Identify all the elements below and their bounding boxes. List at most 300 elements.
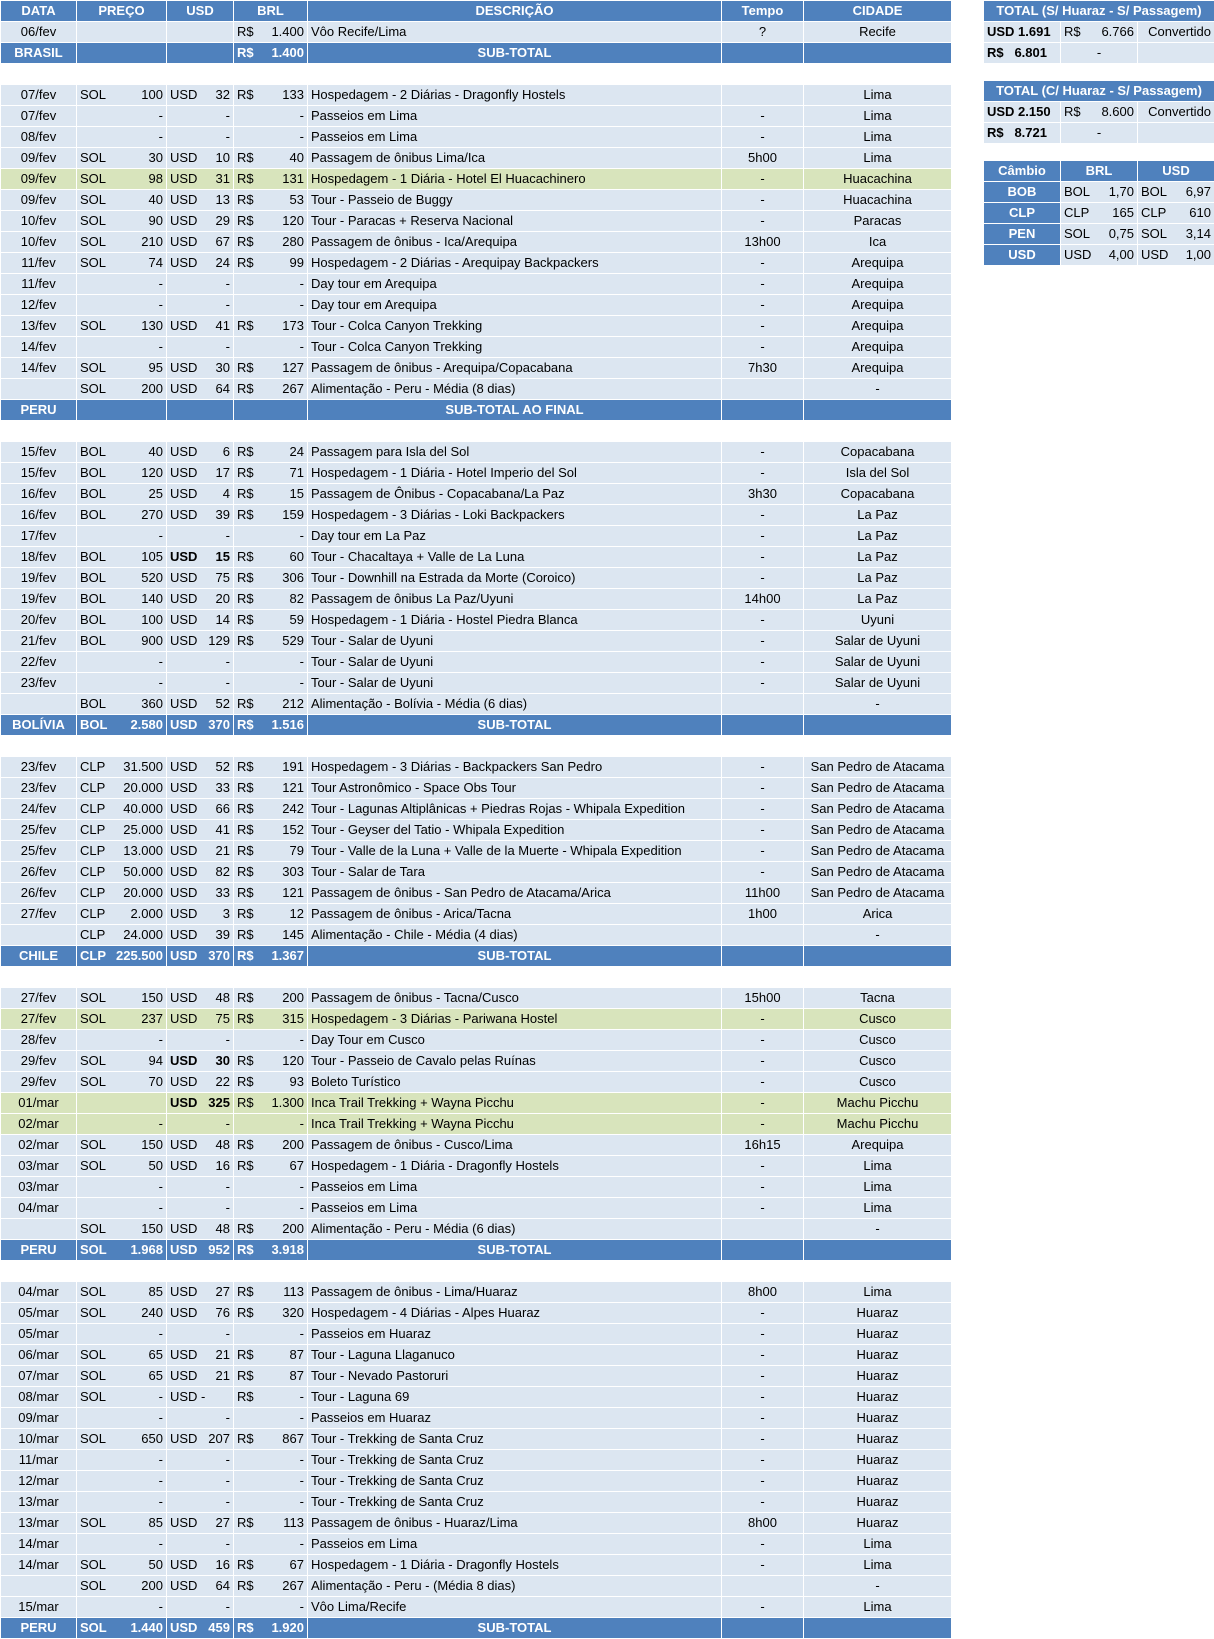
total-with-huaraz-panel bbox=[983, 80, 1214, 144]
price-cell: SOL 50 bbox=[77, 1555, 167, 1576]
date-cell: 25/fev bbox=[1, 841, 77, 862]
duration-cell: 16h15 bbox=[722, 1135, 804, 1156]
table-row bbox=[1, 1177, 952, 1198]
price-cell: - bbox=[77, 127, 167, 148]
brl-cell: - bbox=[234, 127, 308, 148]
brl-cell: - bbox=[234, 1597, 308, 1618]
date-cell: 29/fev bbox=[1, 1051, 77, 1072]
brl-cell: R$ 53 bbox=[234, 190, 308, 211]
duration-cell bbox=[722, 43, 804, 64]
duration-cell: - bbox=[722, 253, 804, 274]
brl-cell: - bbox=[234, 274, 308, 295]
price-cell bbox=[77, 22, 167, 43]
brl-cell: R$ 267 bbox=[234, 1576, 308, 1597]
spacer-row bbox=[1, 1261, 952, 1282]
duration-cell: - bbox=[722, 505, 804, 526]
price-cell: BOL 25 bbox=[77, 484, 167, 505]
price-cell: SOL 240 bbox=[77, 1303, 167, 1324]
usd-cell: USD 48 bbox=[167, 1135, 234, 1156]
usd-cell: USD 76 bbox=[167, 1303, 234, 1324]
brl-cell: - bbox=[234, 337, 308, 358]
city-cell: Machu Picchu bbox=[804, 1093, 952, 1114]
city-cell: San Pedro de Atacama bbox=[804, 778, 952, 799]
usd-cell: USD 52 bbox=[167, 757, 234, 778]
price-cell: CLP 50.000 bbox=[77, 862, 167, 883]
subtotal-row bbox=[1, 400, 952, 421]
table-row bbox=[1, 85, 952, 106]
table-row bbox=[1, 904, 952, 925]
table-row bbox=[1, 673, 952, 694]
date-cell: 15/fev bbox=[1, 442, 77, 463]
brl-cell: R$ 145 bbox=[234, 925, 308, 946]
description-cell: Tour - Lagunas Altiplânicas + Piedras Rojas - Whipala Expedition bbox=[308, 799, 722, 820]
brl-cell: - bbox=[234, 1114, 308, 1135]
usd-cell: - bbox=[167, 1471, 234, 1492]
description-cell: Boleto Turístico bbox=[308, 1072, 722, 1093]
price-cell: SOL 650 bbox=[77, 1429, 167, 1450]
exchange-brl-rate: SOL 0,75 bbox=[1061, 224, 1138, 245]
duration-cell: - bbox=[722, 1366, 804, 1387]
exchange-row bbox=[984, 224, 1214, 245]
price-cell: SOL 85 bbox=[77, 1282, 167, 1303]
date-cell: 22/fev bbox=[1, 652, 77, 673]
duration-cell: - bbox=[722, 757, 804, 778]
duration-cell bbox=[722, 1219, 804, 1240]
table-row bbox=[1, 1156, 952, 1177]
city-cell: Arequipa bbox=[804, 316, 952, 337]
description-cell: SUB-TOTAL bbox=[308, 946, 722, 967]
duration-cell: - bbox=[722, 442, 804, 463]
table-row bbox=[1, 463, 952, 484]
date-cell: 07/fev bbox=[1, 106, 77, 127]
price-cell: BOL 40 bbox=[77, 442, 167, 463]
duration-cell: 15h00 bbox=[722, 988, 804, 1009]
date-cell: 14/mar bbox=[1, 1534, 77, 1555]
date-cell: 28/fev bbox=[1, 1030, 77, 1051]
date-cell: 24/fev bbox=[1, 799, 77, 820]
description-cell: Passagem para Isla del Sol bbox=[308, 442, 722, 463]
description-cell: Tour - Nevado Pastoruri bbox=[308, 1366, 722, 1387]
description-cell: Inca Trail Trekking + Wayna Picchu bbox=[308, 1093, 722, 1114]
brl-cell: R$ 120 bbox=[234, 211, 308, 232]
date-cell: 05/mar bbox=[1, 1303, 77, 1324]
spacer-row bbox=[1, 64, 952, 85]
exchange-header-brl: BRL bbox=[1061, 161, 1138, 182]
usd-cell: - bbox=[167, 673, 234, 694]
description-cell: Passagem de ônibus La Paz/Uyuni bbox=[308, 589, 722, 610]
description-cell: Hospedagem - 2 Diárias - Arequipay Backpackers bbox=[308, 253, 722, 274]
duration-cell: - bbox=[722, 841, 804, 862]
price-cell: SOL 40 bbox=[77, 190, 167, 211]
duration-cell: - bbox=[722, 1051, 804, 1072]
date-cell: 11/mar bbox=[1, 1450, 77, 1471]
brl-cell: R$ 1.400 bbox=[234, 22, 308, 43]
usd-cell: USD 17 bbox=[167, 463, 234, 484]
city-cell: La Paz bbox=[804, 589, 952, 610]
city-cell: Cusco bbox=[804, 1072, 952, 1093]
usd-cell: - bbox=[167, 1597, 234, 1618]
duration-cell: 13h00 bbox=[722, 232, 804, 253]
city-cell: Salar de Uyuni bbox=[804, 652, 952, 673]
table-row bbox=[1, 232, 952, 253]
date-cell: 19/fev bbox=[1, 568, 77, 589]
brl-cell: - bbox=[234, 526, 308, 547]
price-cell: - bbox=[77, 1471, 167, 1492]
usd-cell: USD 39 bbox=[167, 505, 234, 526]
description-cell: Tour - Passeio de Cavalo pelas Ruínas bbox=[308, 1051, 722, 1072]
date-cell: 23/fev bbox=[1, 778, 77, 799]
price-cell: BOL 140 bbox=[77, 589, 167, 610]
usd-cell: USD 82 bbox=[167, 862, 234, 883]
usd-cell: USD 27 bbox=[167, 1282, 234, 1303]
usd-cell: USD 39 bbox=[167, 925, 234, 946]
column-header: CIDADE bbox=[804, 1, 952, 22]
brl-cell: R$ 1.400 bbox=[234, 43, 308, 64]
date-cell: 02/mar bbox=[1, 1114, 77, 1135]
country-label: BRASIL bbox=[1, 43, 77, 64]
table-row bbox=[1, 295, 952, 316]
price-cell: SOL 150 bbox=[77, 1135, 167, 1156]
price-cell: CLP 20.000 bbox=[77, 778, 167, 799]
duration-cell: 1h00 bbox=[722, 904, 804, 925]
usd-cell: USD 30 bbox=[167, 1051, 234, 1072]
price-cell: SOL 1.440 bbox=[77, 1618, 167, 1639]
description-cell: SUB-TOTAL AO FINAL bbox=[308, 400, 722, 421]
price-cell: SOL 90 bbox=[77, 211, 167, 232]
brl-cell: R$ 113 bbox=[234, 1282, 308, 1303]
usd-cell: USD 31 bbox=[167, 169, 234, 190]
description-cell: Alimentação - Chile - Média (4 dias) bbox=[308, 925, 722, 946]
date-cell: 29/fev bbox=[1, 1072, 77, 1093]
table-row bbox=[1, 589, 952, 610]
table-row bbox=[1, 1366, 952, 1387]
price-cell: CLP 13.000 bbox=[77, 841, 167, 862]
table-row bbox=[1, 1135, 952, 1156]
table-row bbox=[1, 694, 952, 715]
duration-cell: - bbox=[722, 1093, 804, 1114]
brl-cell: - bbox=[234, 1324, 308, 1345]
city-cell: Recife bbox=[804, 22, 952, 43]
brl-cell: R$ 40 bbox=[234, 148, 308, 169]
brl-cell: R$ 267 bbox=[234, 379, 308, 400]
date-cell: 20/fev bbox=[1, 610, 77, 631]
duration-cell: - bbox=[722, 1471, 804, 1492]
table-row bbox=[1, 1030, 952, 1051]
description-cell: Hospedagem - 3 Diárias - Pariwana Hostel bbox=[308, 1009, 722, 1030]
brl-cell: R$ 320 bbox=[234, 1303, 308, 1324]
city-cell: San Pedro de Atacama bbox=[804, 841, 952, 862]
description-cell: Passagem de ônibus - Lima/Huaraz bbox=[308, 1282, 722, 1303]
subtotal-row bbox=[1, 1240, 952, 1261]
brl-cell: R$ 1.920 bbox=[234, 1618, 308, 1639]
date-cell bbox=[1, 1219, 77, 1240]
price-cell: SOL 94 bbox=[77, 1051, 167, 1072]
price-cell: BOL 105 bbox=[77, 547, 167, 568]
description-cell: Tour - Colca Canyon Trekking bbox=[308, 337, 722, 358]
date-cell: 09/fev bbox=[1, 148, 77, 169]
usd-cell: - bbox=[167, 1030, 234, 1051]
exchange-brl-rate: BOL 1,70 bbox=[1061, 182, 1138, 203]
usd-cell: USD 41 bbox=[167, 316, 234, 337]
table-row bbox=[1, 1093, 952, 1114]
usd-cell: - bbox=[167, 274, 234, 295]
description-cell: Passagem de ônibus - Ica/Arequipa bbox=[308, 232, 722, 253]
duration-cell: 14h00 bbox=[722, 589, 804, 610]
table-row bbox=[1, 1408, 952, 1429]
city-cell: Lima bbox=[804, 85, 952, 106]
table-row bbox=[1, 127, 952, 148]
price-cell: SOL 95 bbox=[77, 358, 167, 379]
city-cell: Machu Picchu bbox=[804, 1114, 952, 1135]
usd-cell: USD 75 bbox=[167, 1009, 234, 1030]
date-cell: 04/mar bbox=[1, 1198, 77, 1219]
brl-cell: R$ 152 bbox=[234, 820, 308, 841]
city-cell: Huaraz bbox=[804, 1492, 952, 1513]
duration-cell: - bbox=[722, 463, 804, 484]
description-cell: Tour - Colca Canyon Trekking bbox=[308, 316, 722, 337]
price-cell: - bbox=[77, 1450, 167, 1471]
price-cell: BOL 520 bbox=[77, 568, 167, 589]
date-cell: 14/mar bbox=[1, 1555, 77, 1576]
price-cell: - bbox=[77, 337, 167, 358]
usd-cell: USD 459 bbox=[167, 1618, 234, 1639]
date-cell: 17/fev bbox=[1, 526, 77, 547]
brl-cell: - bbox=[234, 1471, 308, 1492]
brl-cell: R$ 200 bbox=[234, 1219, 308, 1240]
city-cell: La Paz bbox=[804, 547, 952, 568]
exchange-usd-rate: SOL 3,14 bbox=[1138, 224, 1214, 245]
duration-cell: - bbox=[722, 169, 804, 190]
city-cell: Huaraz bbox=[804, 1366, 952, 1387]
date-cell: 11/fev bbox=[1, 253, 77, 274]
city-cell: San Pedro de Atacama bbox=[804, 757, 952, 778]
description-cell: Tour - Downhill na Estrada da Morte (Coroico) bbox=[308, 568, 722, 589]
city-cell: Huaraz bbox=[804, 1387, 952, 1408]
usd-cell: USD 4 bbox=[167, 484, 234, 505]
city-cell: Cusco bbox=[804, 1051, 952, 1072]
city-cell: Lima bbox=[804, 127, 952, 148]
duration-cell: - bbox=[722, 568, 804, 589]
brl-cell: R$ 99 bbox=[234, 253, 308, 274]
usd-cell: USD 33 bbox=[167, 778, 234, 799]
usd-cell: USD 370 bbox=[167, 946, 234, 967]
city-cell: Huaraz bbox=[804, 1345, 952, 1366]
brl-cell: R$ 87 bbox=[234, 1345, 308, 1366]
price-cell: SOL 85 bbox=[77, 1513, 167, 1534]
table-row bbox=[1, 274, 952, 295]
table-row bbox=[1, 526, 952, 547]
price-cell: - bbox=[77, 106, 167, 127]
description-cell: Passagem de ônibus - Arica/Tacna bbox=[308, 904, 722, 925]
price-cell: SOL 70 bbox=[77, 1072, 167, 1093]
duration-cell: - bbox=[722, 1534, 804, 1555]
price-cell: SOL 65 bbox=[77, 1345, 167, 1366]
description-cell: Tour Astronômico - Space Obs Tour bbox=[308, 778, 722, 799]
duration-cell: - bbox=[722, 1030, 804, 1051]
duration-cell: 3h30 bbox=[722, 484, 804, 505]
description-cell: Passagem de ônibus - Arequipa/Copacabana bbox=[308, 358, 722, 379]
brl-cell: R$ 173 bbox=[234, 316, 308, 337]
brl-cell: - bbox=[234, 1450, 308, 1471]
duration-cell: - bbox=[722, 610, 804, 631]
price-cell: - bbox=[77, 1030, 167, 1051]
description-cell: Passeios em Lima bbox=[308, 1534, 722, 1555]
city-cell: Huacachina bbox=[804, 169, 952, 190]
duration-cell bbox=[722, 694, 804, 715]
duration-cell: 8h00 bbox=[722, 1513, 804, 1534]
table-row bbox=[1, 1450, 952, 1471]
table-row bbox=[1, 631, 952, 652]
table-row bbox=[1, 1534, 952, 1555]
date-cell: 10/fev bbox=[1, 232, 77, 253]
date-cell: 12/mar bbox=[1, 1471, 77, 1492]
spacer-row bbox=[1, 736, 952, 757]
date-cell: 23/fev bbox=[1, 673, 77, 694]
city-cell: Huaraz bbox=[804, 1513, 952, 1534]
date-cell: 12/fev bbox=[1, 295, 77, 316]
brl-cell: R$ 242 bbox=[234, 799, 308, 820]
usd-cell: USD 41 bbox=[167, 820, 234, 841]
column-header: DATA bbox=[1, 1, 77, 22]
price-cell: SOL - bbox=[77, 1387, 167, 1408]
brl-cell: - bbox=[234, 295, 308, 316]
exchange-currency: CLP bbox=[984, 203, 1061, 224]
description-cell: SUB-TOTAL bbox=[308, 43, 722, 64]
brl-cell: - bbox=[234, 1177, 308, 1198]
date-cell: 02/mar bbox=[1, 1135, 77, 1156]
description-cell: Hospedagem - 1 Diária - Hotel El Huacachinero bbox=[308, 169, 722, 190]
exchange-header-usd: USD bbox=[1138, 161, 1214, 182]
brl-cell: - bbox=[234, 1492, 308, 1513]
price-cell: CLP 20.000 bbox=[77, 883, 167, 904]
city-cell: Copacabana bbox=[804, 442, 952, 463]
usd-cell: USD 67 bbox=[167, 232, 234, 253]
description-cell: Passagem de ônibus - San Pedro de Atacama/Arica bbox=[308, 883, 722, 904]
price-cell: - bbox=[77, 673, 167, 694]
duration-cell: - bbox=[722, 1492, 804, 1513]
brl-cell: R$ 15 bbox=[234, 484, 308, 505]
brl-cell: - bbox=[234, 1534, 308, 1555]
table-row bbox=[1, 1576, 952, 1597]
table-row bbox=[1, 1471, 952, 1492]
country-label: BOLÍVIA bbox=[1, 715, 77, 736]
city-cell bbox=[804, 400, 952, 421]
duration-cell: 7h30 bbox=[722, 358, 804, 379]
date-cell: 15/mar bbox=[1, 1597, 77, 1618]
price-cell: SOL 100 bbox=[77, 85, 167, 106]
description-cell: Hospedagem - 1 Diária - Dragonfly Hostels bbox=[308, 1555, 722, 1576]
date-cell: 07/fev bbox=[1, 85, 77, 106]
city-cell: Ica bbox=[804, 232, 952, 253]
price-cell: SOL 50 bbox=[77, 1156, 167, 1177]
description-cell: Tour - Salar de Tara bbox=[308, 862, 722, 883]
table-row bbox=[1, 253, 952, 274]
description-cell: Tour - Laguna 69 bbox=[308, 1387, 722, 1408]
price-cell: CLP 24.000 bbox=[77, 925, 167, 946]
column-header: Tempo bbox=[722, 1, 804, 22]
description-cell: Vôo Recife/Lima bbox=[308, 22, 722, 43]
table-row bbox=[1, 568, 952, 589]
city-cell: Lima bbox=[804, 1156, 952, 1177]
usd-cell: - bbox=[167, 1114, 234, 1135]
description-cell: Passeios em Lima bbox=[308, 1198, 722, 1219]
usd-cell bbox=[167, 400, 234, 421]
brl-cell: R$ 315 bbox=[234, 1009, 308, 1030]
city-cell: Cusco bbox=[804, 1009, 952, 1030]
table-row bbox=[1, 505, 952, 526]
usd-cell: - bbox=[167, 1408, 234, 1429]
description-cell: Day tour em La Paz bbox=[308, 526, 722, 547]
table-row bbox=[1, 358, 952, 379]
city-cell: Uyuni bbox=[804, 610, 952, 631]
description-cell: Tour - Trekking de Santa Cruz bbox=[308, 1492, 722, 1513]
exchange-row bbox=[984, 245, 1214, 266]
brl-cell: - bbox=[234, 106, 308, 127]
usd-cell: USD 32 bbox=[167, 85, 234, 106]
exchange-brl-rate: USD 4,00 bbox=[1061, 245, 1138, 266]
duration-cell: - bbox=[722, 316, 804, 337]
table-row bbox=[1, 988, 952, 1009]
date-cell: 27/fev bbox=[1, 904, 77, 925]
exchange-usd-rate: USD 1,00 bbox=[1138, 245, 1214, 266]
price-cell: SOL 150 bbox=[77, 988, 167, 1009]
description-cell: Passeios em Lima bbox=[308, 127, 722, 148]
usd-cell: USD 16 bbox=[167, 1156, 234, 1177]
brl-cell: R$ 121 bbox=[234, 778, 308, 799]
date-cell: 11/fev bbox=[1, 274, 77, 295]
brl-cell: R$ 133 bbox=[234, 85, 308, 106]
usd-cell: USD 207 bbox=[167, 1429, 234, 1450]
price-cell: - bbox=[77, 1492, 167, 1513]
table-row bbox=[1, 106, 952, 127]
brl-cell: R$ 1.300 bbox=[234, 1093, 308, 1114]
description-cell: Passagem de ônibus Lima/Ica bbox=[308, 148, 722, 169]
duration-cell bbox=[722, 946, 804, 967]
price-cell bbox=[77, 1093, 167, 1114]
price-cell: - bbox=[77, 295, 167, 316]
usd-cell: USD 64 bbox=[167, 1576, 234, 1597]
duration-cell: - bbox=[722, 547, 804, 568]
brl-cell: R$ 67 bbox=[234, 1555, 308, 1576]
brl-cell: R$ 200 bbox=[234, 988, 308, 1009]
table-row bbox=[1, 484, 952, 505]
exchange-row bbox=[984, 182, 1214, 203]
usd-cell: USD 6 bbox=[167, 442, 234, 463]
brl-cell: R$ 3.918 bbox=[234, 1240, 308, 1261]
date-cell: 13/mar bbox=[1, 1513, 77, 1534]
duration-cell: - bbox=[722, 337, 804, 358]
table-row bbox=[1, 1555, 952, 1576]
brl-cell: R$ 67 bbox=[234, 1156, 308, 1177]
total-with-huaraz-converted-label: Convertido bbox=[1138, 102, 1214, 123]
duration-cell bbox=[722, 400, 804, 421]
brl-cell: - bbox=[234, 673, 308, 694]
description-cell: Alimentação - Peru - Média (6 dias) bbox=[308, 1219, 722, 1240]
table-row bbox=[1, 757, 952, 778]
description-cell: Vôo Lima/Recife bbox=[308, 1597, 722, 1618]
duration-cell: - bbox=[722, 1198, 804, 1219]
description-cell: Tour - Trekking de Santa Cruz bbox=[308, 1450, 722, 1471]
price-cell: SOL 74 bbox=[77, 253, 167, 274]
description-cell: Hospedagem - 4 Diárias - Alpes Huaraz bbox=[308, 1303, 722, 1324]
description-cell: Tour - Laguna Llaganuco bbox=[308, 1345, 722, 1366]
exchange-header-cambio: Câmbio bbox=[984, 161, 1061, 182]
description-cell: Day Tour em Cusco bbox=[308, 1030, 722, 1051]
city-cell: Lima bbox=[804, 1534, 952, 1555]
description-cell: Tour - Salar de Uyuni bbox=[308, 631, 722, 652]
table-row bbox=[1, 778, 952, 799]
usd-cell: USD 33 bbox=[167, 883, 234, 904]
